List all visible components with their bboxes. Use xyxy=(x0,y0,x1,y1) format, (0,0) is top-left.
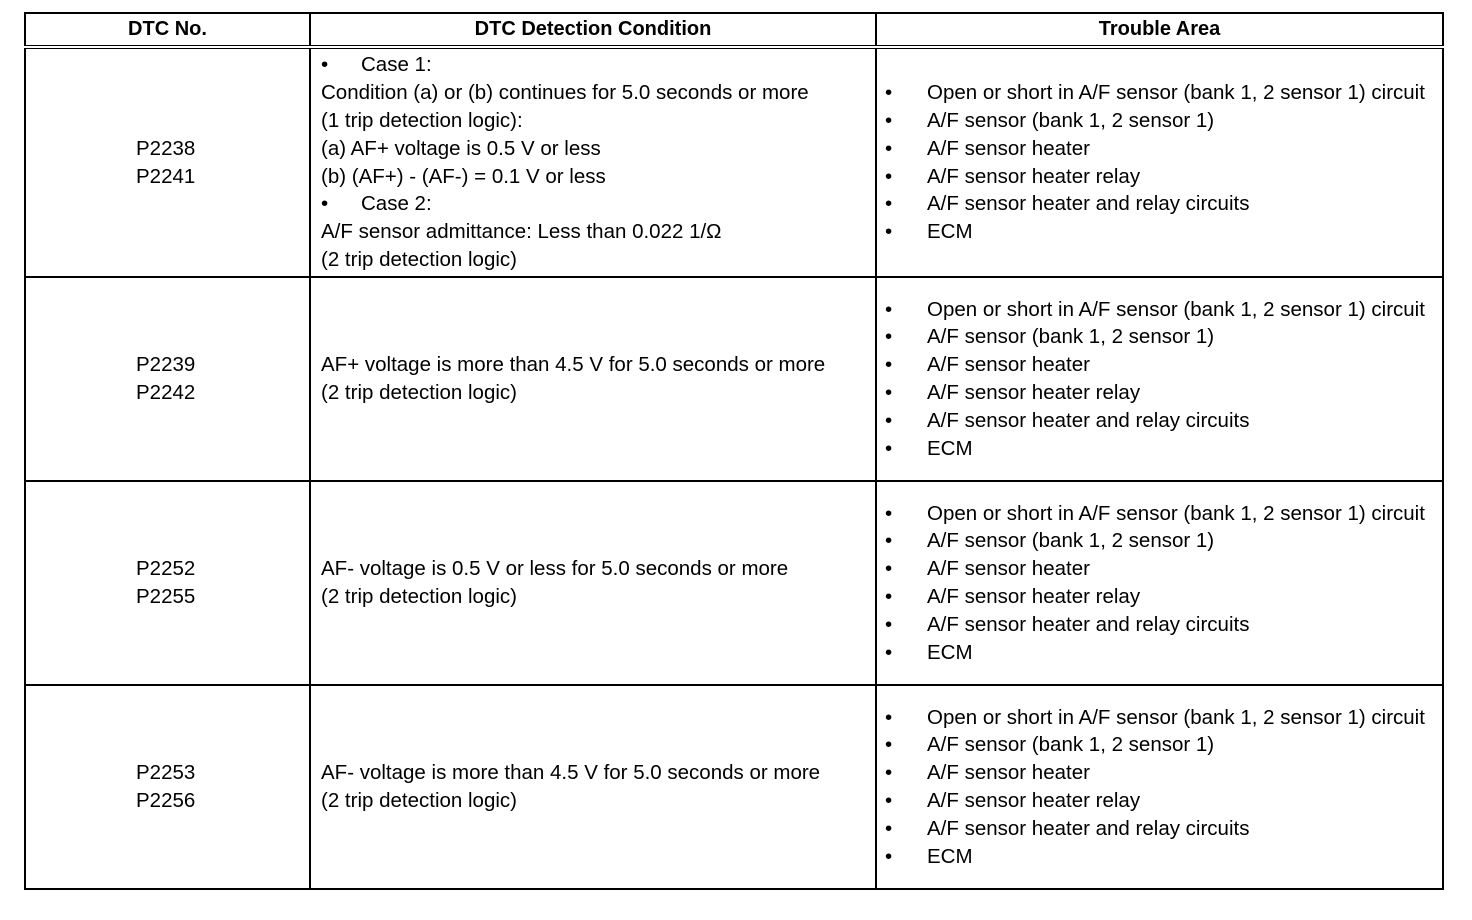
trouble-area-text: A/F sensor (bank 1, 2 sensor 1) xyxy=(927,108,1215,132)
trouble-area-list xyxy=(885,704,1438,871)
dtc-code-cell xyxy=(25,481,310,685)
bullet-icon: • xyxy=(885,529,893,553)
trouble-area-text: A/F sensor heater and relay circuits xyxy=(927,816,1250,840)
dtc-code: P2238 xyxy=(136,136,196,160)
condition-text: (a) AF+ voltage is 0.5 V or less xyxy=(321,136,601,160)
bullet-icon: • xyxy=(885,733,893,757)
trouble-area-text: ECM xyxy=(927,436,973,460)
trouble-area-text: A/F sensor heater and relay circuits xyxy=(927,408,1250,432)
dtc-code: P2252 xyxy=(136,557,196,581)
condition-text: AF- voltage is more than 4.5 V for 5.0 seconds or more xyxy=(321,761,821,785)
dtc-code-cell xyxy=(25,685,310,889)
bullet-icon: • xyxy=(885,705,893,729)
list-item xyxy=(885,135,1438,163)
condition-case-heading xyxy=(321,190,869,218)
list-item xyxy=(885,731,1438,759)
table-body xyxy=(25,47,1443,889)
table-row xyxy=(25,47,1443,277)
bullet-icon: • xyxy=(885,81,893,105)
trouble-area-text: A/F sensor heater relay xyxy=(927,381,1141,404)
trouble-area-text: Open or short in A/F sensor (bank 1, 2 sensor 1) circuit xyxy=(927,297,1425,321)
list-item xyxy=(885,323,1438,351)
list-item xyxy=(885,787,1438,815)
header-detection-condition: DTC Detection Condition xyxy=(310,13,876,47)
list-item xyxy=(885,527,1438,555)
bullet-icon: • xyxy=(885,353,893,377)
trouble-area-text: Open or short in A/F sensor (bank 1, 2 sensor 1) circuit xyxy=(927,705,1425,729)
bullet-icon: • xyxy=(885,640,893,664)
condition-text: A/F sensor admittance: Less than 0.022 1/Ω xyxy=(321,220,722,244)
trouble-area-list xyxy=(885,79,1438,246)
trouble-area-text: A/F sensor (bank 1, 2 sensor 1) xyxy=(927,325,1215,349)
trouble-area-text: A/F sensor (bank 1, 2 sensor 1) xyxy=(927,529,1215,553)
bullet-icon: • xyxy=(885,408,893,432)
trouble-area-text: ECM xyxy=(927,640,973,664)
condition-text: AF- voltage is 0.5 V or less for 5.0 seconds or more xyxy=(321,557,789,581)
trouble-area-text: A/F sensor heater and relay circuits xyxy=(927,192,1250,216)
trouble-area-text: A/F sensor heater relay xyxy=(927,585,1141,608)
trouble-area-cell xyxy=(876,685,1443,889)
dtc-code: P2241 xyxy=(136,164,196,188)
detection-condition-cell xyxy=(310,481,876,685)
dtc-code: P2256 xyxy=(136,789,196,812)
bullet-icon: • xyxy=(885,557,893,581)
trouble-area-text: A/F sensor heater xyxy=(927,353,1090,377)
header-trouble-area: Trouble Area xyxy=(876,13,1443,47)
trouble-area-cell xyxy=(876,277,1443,481)
list-item xyxy=(885,163,1438,191)
list-item xyxy=(885,435,1438,463)
dtc-code-cell xyxy=(25,277,310,481)
trouble-area-text: Open or short in A/F sensor (bank 1, 2 sensor 1) circuit xyxy=(927,501,1425,525)
trouble-area-text: Open or short in A/F sensor (bank 1, 2 sensor 1) circuit xyxy=(927,81,1425,105)
bullet-icon: • xyxy=(885,164,893,188)
list-item xyxy=(885,611,1438,639)
dtc-code: P2255 xyxy=(136,585,196,608)
header-dtc-no: DTC No. xyxy=(25,13,310,47)
condition-case-heading xyxy=(321,51,869,79)
trouble-area-text: A/F sensor heater xyxy=(927,136,1090,160)
condition-text: (2 trip detection logic) xyxy=(321,789,517,812)
list-item xyxy=(885,379,1438,407)
list-item xyxy=(885,351,1438,379)
list-item xyxy=(885,107,1438,135)
trouble-area-cell xyxy=(876,481,1443,685)
bullet-icon: • xyxy=(885,297,893,321)
trouble-area-text: A/F sensor (bank 1, 2 sensor 1) xyxy=(927,733,1215,757)
condition-text: (2 trip detection logic) xyxy=(321,247,517,271)
list-item xyxy=(885,815,1438,843)
condition-text: (b) (AF+) - (AF-) = 0.1 V or less xyxy=(321,164,606,188)
bullet-icon: • xyxy=(885,789,893,812)
trouble-area-text: A/F sensor heater relay xyxy=(927,164,1141,188)
bullet-icon: • xyxy=(885,585,893,608)
trouble-area-text: A/F sensor heater relay xyxy=(927,789,1141,812)
condition-text: (2 trip detection logic) xyxy=(321,585,517,608)
trouble-area-cell xyxy=(876,47,1443,277)
trouble-area-text: ECM xyxy=(927,844,973,868)
condition-text: (1 trip detection logic): xyxy=(321,108,523,132)
detection-condition-cell xyxy=(310,685,876,889)
bullet-icon: • xyxy=(321,53,329,77)
table-row xyxy=(25,277,1443,481)
bullet-icon: • xyxy=(885,816,893,840)
condition-text: Case 1: xyxy=(361,53,432,77)
bullet-icon: • xyxy=(885,220,893,244)
dtc-code: P2253 xyxy=(136,761,196,785)
list-item xyxy=(885,407,1438,435)
dtc-table xyxy=(24,12,1444,890)
dtc-code: P2242 xyxy=(136,381,196,404)
list-item xyxy=(885,704,1438,732)
bullet-icon: • xyxy=(885,136,893,160)
condition-text: (2 trip detection logic) xyxy=(321,381,517,404)
dtc-code: P2239 xyxy=(136,353,196,377)
list-item xyxy=(885,583,1438,611)
bullet-icon: • xyxy=(321,192,329,216)
list-item xyxy=(885,759,1438,787)
detection-condition-cell xyxy=(310,277,876,481)
bullet-icon: • xyxy=(885,381,893,404)
list-item xyxy=(885,296,1438,324)
list-item xyxy=(885,639,1438,667)
trouble-area-text: ECM xyxy=(927,220,973,244)
table-row xyxy=(25,685,1443,889)
bullet-icon: • xyxy=(885,108,893,132)
trouble-area-text: A/F sensor heater and relay circuits xyxy=(927,612,1250,636)
trouble-area-list xyxy=(885,500,1438,667)
bullet-icon: • xyxy=(885,612,893,636)
bullet-icon: • xyxy=(885,844,893,868)
condition-text: Condition (a) or (b) continues for 5.0 seconds or more xyxy=(321,81,809,105)
condition-text: AF+ voltage is more than 4.5 V for 5.0 seconds or more xyxy=(321,353,826,377)
list-item xyxy=(885,190,1438,218)
bullet-icon: • xyxy=(885,325,893,349)
list-item xyxy=(885,218,1438,246)
table-header-row xyxy=(25,13,1443,47)
bullet-icon: • xyxy=(885,501,893,525)
table-row xyxy=(25,481,1443,685)
list-item xyxy=(885,555,1438,583)
dtc-code-cell xyxy=(25,47,310,277)
list-item xyxy=(885,500,1438,528)
trouble-area-text: A/F sensor heater xyxy=(927,761,1090,785)
detection-condition-cell xyxy=(310,47,876,277)
condition-text: Case 2: xyxy=(361,192,432,216)
list-item xyxy=(885,843,1438,871)
list-item xyxy=(885,79,1438,107)
bullet-icon: • xyxy=(885,192,893,216)
bullet-icon: • xyxy=(885,436,893,460)
trouble-area-list xyxy=(885,296,1438,463)
bullet-icon: • xyxy=(885,761,893,785)
trouble-area-text: A/F sensor heater xyxy=(927,557,1090,581)
